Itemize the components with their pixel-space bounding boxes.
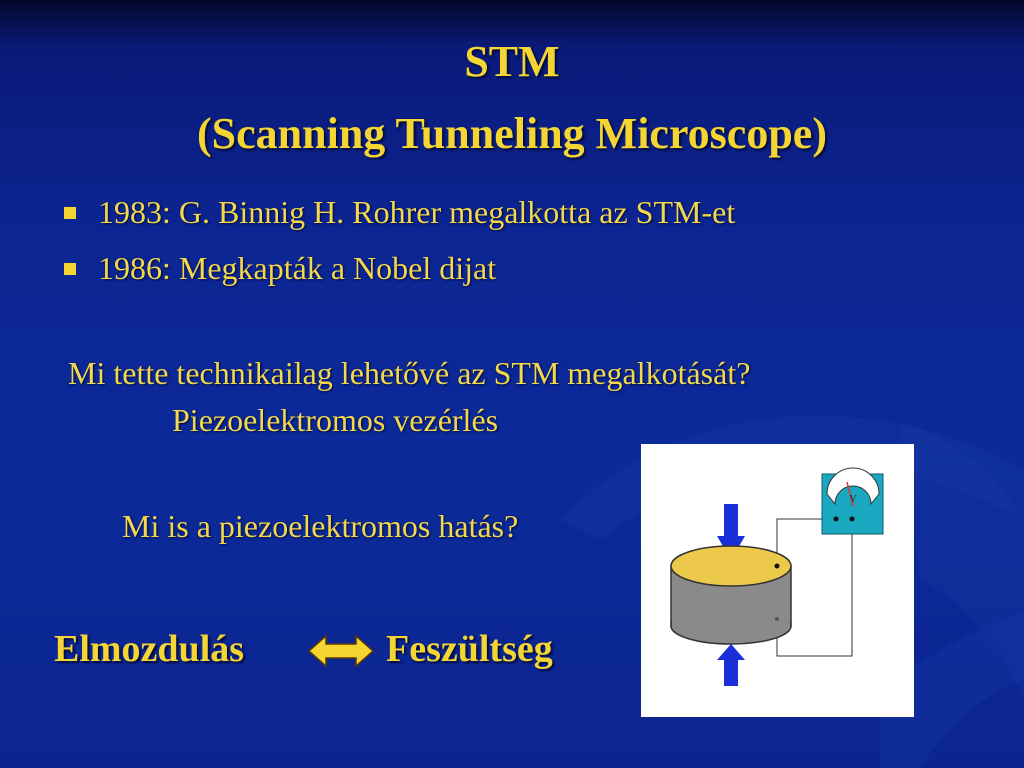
cylinder-top: [671, 546, 791, 586]
bullet-item-2: [64, 252, 496, 284]
right-term: Feszültség: [386, 628, 553, 670]
meter-label: V: [849, 494, 857, 505]
bullet-text-1: 1983: G. Binnig H. Rohrer megalkotta az STM-et: [98, 194, 736, 230]
title-line-2: (Scanning Tunneling Microscope): [197, 109, 827, 158]
answer-1: Piezoelektromos vezérlés: [172, 402, 499, 438]
question-1: Mi tette technikailag lehetővé az STM megalkotását?: [68, 355, 751, 391]
up-arrow-icon: [717, 644, 745, 686]
piezo-diagram-drawing: [641, 444, 914, 717]
bullet-item-1: [64, 196, 735, 228]
question-2: Mi is a piezoelektromos hatás?: [122, 508, 519, 544]
title-line-1: STM: [464, 37, 560, 86]
bullet-text-2: 1986: Megkapták a Nobel dijat: [98, 250, 497, 286]
left-term: Elmozdulás: [54, 628, 245, 670]
square-bullet-icon: [64, 263, 76, 275]
square-bullet-icon: [64, 207, 76, 219]
piezo-diagram: [641, 444, 914, 717]
double-arrow-icon: [306, 632, 376, 670]
